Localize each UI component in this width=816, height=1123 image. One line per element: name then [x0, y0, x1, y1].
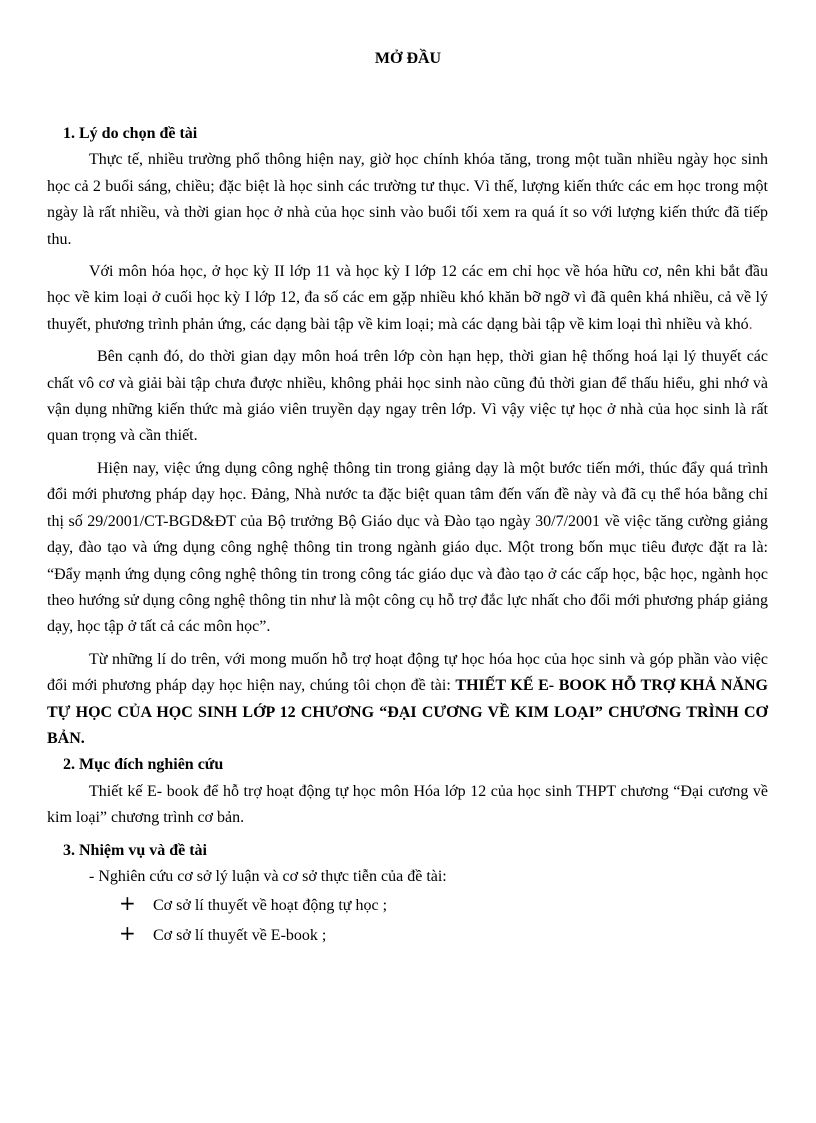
plus-list-item [47, 890, 768, 919]
section-1-heading: 1. Lý do chọn đề tài [63, 125, 198, 142]
plus-list-item-text: Cơ sở lí thuyết về E-book ; [153, 926, 327, 944]
section-1-paragraph-1: Thực tế, nhiều trường phổ thông hiện nay, giờ học chính khóa tăng, trong một tuần nhiều ngày học sinh học cả 2 buổi sáng, chiều; đặc biệt là học sinh các trường tư thục. Vì thế, lượng kiến thức các em học trong một ngày là rất nhiều, và thời gian học ở nhà của học sinh vào buổi tối xem ra quá ít so với lượng kiến thức đã tiếp thu. [47, 151, 768, 248]
section-1-paragraph-5 [47, 647, 768, 753]
plus-icon: + [119, 891, 136, 916]
topic-title: THIẾT KẾ E- BOOK HỖ TRỢ KHẢ NĂNG TỰ HỌC CỦA HỌC SINH LỚP 12 CHƯƠNG “ĐẠI CƯƠNG VỀ KIM LOẠI” CHƯƠNG TRÌNH CƠ BẢN. [47, 677, 768, 747]
plus-list-item-text: Cơ sở lí thuyết về hoạt động tự học ; [153, 897, 388, 915]
paragraph-2-period: . [748, 315, 753, 333]
section-2-heading: 2. Mục đích nghiên cứu [63, 756, 224, 774]
section-3-dash-item: - Nghiên cứu cơ sở lý luận và cơ sở thực tiễn của đề tài: [89, 867, 447, 885]
section-1-paragraph-2 [47, 259, 768, 338]
plus-list-item [47, 920, 768, 949]
page-title: MỞ ĐẦU [374, 50, 442, 67]
section-1-paragraph-4: Hiện nay, việc ứng dụng công nghệ thông tin trong giảng dạy là một bước tiến mới, thúc đẩy quá trình đổi mới phương pháp dạy học. Đảng, Nhà nước ta đặc biệt quan tâm đến vấn đề này và đã cụ thể hóa bằng chỉ thị số 29/2001/CT-BGD&ĐT của Bộ trưởng Bộ Giáo dục và Đào tạo ngày 30/7/2001 về việc tăng cường giảng dạy, đào tạo và ứng dụng công nghệ thông tin trong ngành giáo dục. Một trong bốn mục tiêu được đặt ra là: “Đẩy mạnh ứng dụng công nghệ thông tin trong công tác giáo dục và đào tạo ở các cấp học, bậc học, ngành học theo hướng sử dụng công nghệ thông tin như là một công cụ hỗ trợ đắc lực nhất cho đổi mới phương pháp giảng dạy, học tập ở tất cả các môn học”. [47, 459, 768, 636]
paragraph-2-text: Với môn hóa học, ở học kỳ II lớp 11 và học kỳ I lớp 12 các em chỉ học về hóa hữu cơ, nên khi bắt đầu học về kim loại ở cuối học kỳ I lớp 12, đa số các em gặp nhiều khó khăn bỡ ngỡ vì đã quên khá nhiều, cả về lý thuyết, phương trình phản ứng, các dạng bài tập về kim loại; mà các dạng bài tập về kim loại thì nhiều và khó [47, 263, 768, 333]
paragraph-5-text: Từ những lí do trên, với mong muốn hỗ trợ hoạt động tự học hóa học của học sinh và góp phần vào việc đổi mới phương pháp dạy học hiện nay, chúng tôi chọn đề tài: [47, 650, 768, 695]
document-body [47, 121, 768, 949]
plus-icon: + [119, 920, 136, 945]
section-1-paragraph-3: Bên cạnh đó, do thời gian dạy môn hoá trên lớp còn hạn hẹp, thời gian hệ thống hoá lại lý thuyết các chất vô cơ và giải bài tập chưa được nhiều, không phải học sinh nào cũng đủ thời gian để thấu hiểu, ghi nhớ và vận dụng những kiến thức mà giáo viên truyền dạy ngay trên lớp. Vì vậy việc tự học ở nhà của học sinh là rất quan trọng và cần thiết. [47, 348, 768, 445]
section-3-heading: 3. Nhiệm vụ và đề tài [63, 841, 207, 859]
section-2-paragraph-1: Thiết kế E- book để hỗ trợ hoạt động tự học môn Hóa lớp 12 của học sinh THPT chương “Đại cương về kim loại” chương trình cơ bản. [47, 782, 768, 827]
